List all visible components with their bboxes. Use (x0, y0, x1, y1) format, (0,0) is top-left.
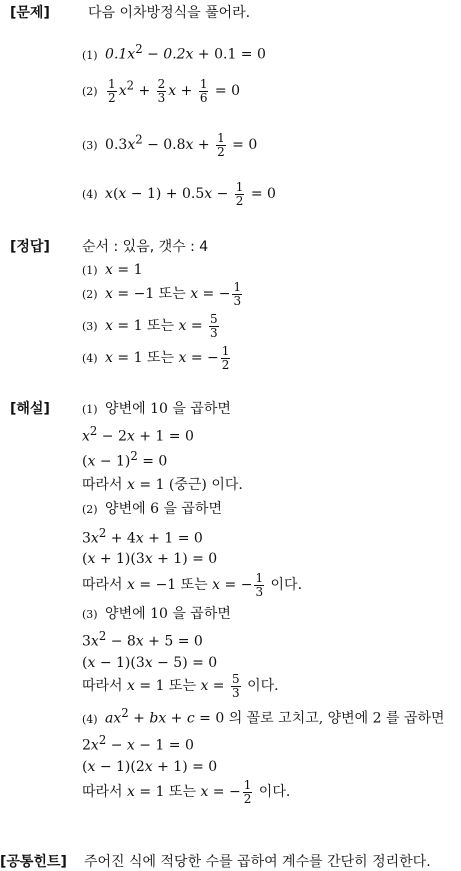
answer-item-4: (4) x = 1 또는 x = − $\frac{1}{2}$ (82, 344, 230, 372)
problem-item-number: (2) (82, 85, 98, 99)
solution-line-12: 따라서 x = 1 또는 x = $\frac{5}{3}$ 이다. (82, 672, 279, 700)
solution-line-10: $3x^2 - 8x + 5 = 0$ (82, 629, 203, 650)
solution-line-16: 따라서 x = 1 또는 x = − $\frac{1}{2}$ 이다. (82, 778, 291, 806)
problem-item-number: (1) (82, 48, 98, 62)
answer-item-2: (2) x = −1 또는 x = − $\frac{1}{3}$ (82, 280, 242, 308)
answer-header: 순서 : 있음, 갯수 : 4 (82, 239, 209, 255)
problem-item-number: (4) (82, 188, 98, 202)
solution-line-2: $x^2 - 2x + 1 = 0$ (82, 424, 194, 445)
problem-item-4: (4) x(x − 1) + 0.5x − $\frac{1}{2}$ = 0 (82, 180, 276, 208)
solution-line-11: (x − 1)(3x − 5) = 0 (82, 655, 218, 671)
answer-item-1: (1) x = 1 (82, 262, 143, 278)
solution-tag: [해설] (10, 401, 50, 417)
solution-line-8: 따라서 x = −1 또는 x = − $\frac{1}{3}$ 이다. (82, 571, 303, 599)
solution-line-5: (2) 양변에 6 을 곱하면 (82, 501, 222, 517)
solution-line-9: (3) 양변에 10 을 곱하면 (82, 606, 231, 622)
solution-line-15: (x − 1)(2x + 1) = 0 (82, 759, 218, 775)
solution-line-6: $3x^2 + 4x + 1 = 0$ (82, 526, 203, 547)
answer-tag: [정답] (10, 239, 50, 255)
hint-text: 주어진 식에 적당한 수를 곱하여 계수를 간단히 정리한다. (84, 854, 431, 870)
problem-item-number: (3) (82, 139, 98, 153)
answer-item-number: (3) (82, 320, 98, 334)
solution-line-4: 따라서 x = 1 (중근) 이다. (82, 477, 243, 493)
problem-item-2: (2) $\frac{1}{2}$ $x^2$ + $\frac{2}{3}$ x + $\frac{1}{6}$ = 0 (82, 77, 241, 105)
problem-item-3: (3) $0.3x^2 - 0.8x$ + $\frac{1}{2}$ = 0 (82, 131, 258, 159)
problem-instruction: 다음 이차방정식을 풀어라. (88, 5, 251, 21)
answer-item-number: (1) (82, 264, 98, 277)
solution-line-7: (x + 1)(3x + 1) = 0 (82, 551, 218, 567)
solution-line-14: $2x^2 - x - 1 = 0$ (82, 733, 194, 754)
solution-line-3: $(x - 1)^2 = 0$ (82, 449, 168, 470)
problem-tag: [문제] (10, 5, 50, 21)
problem-item-1: (1) $0.1x^2 - 0.2x + 0.1 = 0$ (82, 42, 266, 63)
answer-item-number: (4) (82, 352, 98, 366)
answer-item-3: (3) x = 1 또는 x = $\frac{5}{3}$ (82, 312, 218, 340)
hint-tag: [공통힌트] (0, 854, 67, 870)
solution-line-13: (4) $ax^2$ + bx + c = 0 의 꼴로 고치고, 양변에 2 를 곱하면 (82, 706, 445, 727)
answer-item-number: (2) (82, 288, 98, 302)
solution-line-1: (1) 양변에 10 을 곱하면 (82, 401, 231, 417)
